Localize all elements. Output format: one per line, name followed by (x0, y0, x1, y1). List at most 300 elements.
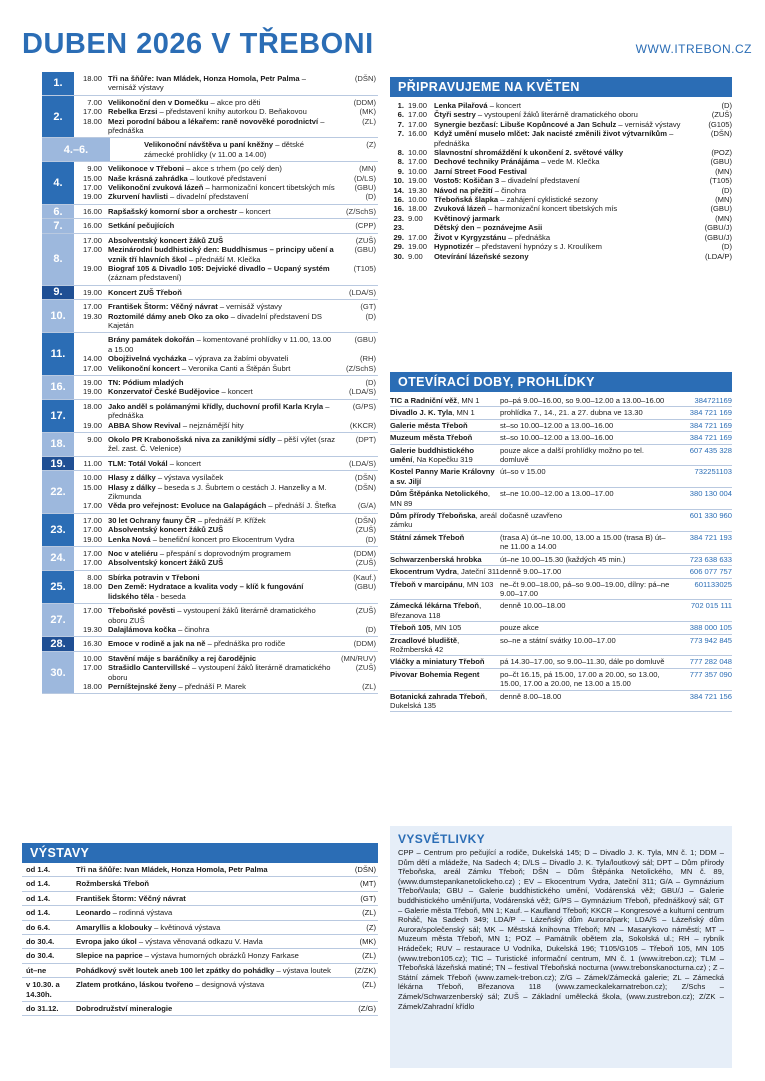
may-event-venue: (LDA/P) (704, 251, 732, 261)
event-text-desc: – dětské zámecké prohlídky (v 11.00 a 14.00) (144, 140, 304, 159)
event-text-title: Velikonoce v Třeboni (108, 164, 184, 174)
exhibition-text-title: Zlatem protkáno, láskou tvořeno (76, 980, 194, 990)
event-time: 18.00 (82, 116, 102, 126)
calendar-day (42, 234, 378, 286)
calendar-event (74, 236, 378, 245)
opening-place-title: Divadlo J. K. Tyla (390, 408, 453, 418)
website-link[interactable]: WWW.ITREBON.CZ (635, 42, 752, 56)
may-event-text (434, 214, 688, 223)
opening-place (390, 555, 500, 564)
may-event (390, 233, 732, 242)
opening-place-desc: , MN 89 (390, 489, 491, 508)
exhibitions-heading: VÝSTAVY (22, 843, 378, 863)
event-text-desc: – výstava vysílaček (155, 473, 224, 483)
may-event-venue: (POZ) (711, 148, 732, 158)
event-venue: (ZUŠ) (355, 525, 376, 535)
event-text (108, 312, 336, 331)
event-venue: (ZUŠ) (355, 606, 376, 616)
opening-hours: st–ne 10.00–12.00 a 13.00–17.00 (500, 489, 614, 499)
event-venue: (DŠN) (354, 515, 376, 525)
opening-hours: so–ne a státní svátky 10.00–17.00 (500, 635, 616, 645)
exhibition-venue: (ZL) (362, 908, 376, 918)
event-text-desc: – přednáška (108, 116, 325, 136)
calendar-event (74, 606, 378, 625)
may-event-text (434, 204, 688, 213)
event-venue: (ZUŠ) (355, 235, 376, 245)
event-venue: (RH) (359, 354, 376, 364)
opening-phone[interactable]: 384721169 (694, 396, 732, 405)
day-events (74, 637, 378, 650)
event-time: 19.00 (82, 263, 102, 273)
opening-phone[interactable]: 773 942 845 (689, 635, 732, 645)
opening-hours-list (390, 392, 732, 712)
exhibition-date: do 31.12. (26, 1004, 59, 1014)
event-text-title: ABBA Show Revival (108, 420, 181, 430)
may-event-venue: (GBU/J) (704, 223, 732, 233)
day-number: 17. (42, 400, 74, 432)
event-text-title: Stavění máje s baráčníky a rej čarodějnic (108, 653, 257, 663)
opening-place (390, 467, 500, 486)
event-time: 19.00 (82, 387, 102, 397)
event-venue: (GBU) (354, 245, 376, 255)
opening-phone[interactable]: 606 077 757 (689, 567, 732, 577)
may-event-text (434, 195, 688, 204)
event-venue: (G/A) (357, 501, 376, 511)
event-text (108, 663, 336, 682)
calendar-event (74, 549, 378, 558)
event-text-title: Emoce v rodině a jak na ně (108, 639, 206, 649)
day-number: 6. (42, 205, 74, 218)
may-event-venue: (MN) (715, 166, 732, 176)
event-text-title: Mezi porodní bábou a lékařem: raně novověké porodnictví (108, 116, 319, 126)
event-text-title: Sbírka potravin v Třeboni (108, 572, 200, 582)
opening-item (390, 579, 732, 601)
opening-place (390, 601, 500, 620)
exhibition-venue: (GT) (360, 893, 376, 903)
opening-item (390, 395, 732, 407)
day-events (74, 457, 378, 470)
exhibition-text (66, 894, 334, 903)
day-events (74, 514, 378, 546)
opening-hours: pá 14.30–17.00, so 9.00–11.30, dále po domluvě (500, 657, 665, 667)
may-event-text-title: Jarní Street Food Festival (434, 166, 527, 176)
calendar-event (74, 682, 378, 691)
opening-hours: ne–čt 9.00–18.00, pá–so 9.00–19.00, dílny: pá–ne 9.00–17.00 (500, 579, 670, 598)
event-time: 17.00 (82, 245, 102, 255)
day-events (74, 376, 378, 399)
event-time: 19.00 (82, 420, 102, 430)
calendar-event (74, 174, 378, 183)
event-text-title: Rapšašský komorní sbor a orchestr (108, 206, 238, 216)
event-time: 18.00 (82, 582, 102, 592)
event-venue: (CPP) (355, 221, 376, 231)
calendar-day (42, 457, 378, 471)
event-text-desc: – přednáší P. Marek (176, 681, 246, 691)
event-time: 8.00 (87, 572, 102, 582)
event-time: 10.00 (82, 653, 102, 663)
event-text (108, 264, 336, 283)
calendar-day (42, 514, 378, 547)
event-text-title: 30 let Ochrany fauny ČR (108, 515, 196, 525)
event-venue: (LDA/S) (348, 458, 376, 468)
exhibition-text-desc: – výstava věnovaná odkazu V. Havla (136, 937, 263, 947)
opening-phone[interactable]: 384 721 169 (689, 420, 732, 430)
opening-place-title: Třeboň v marcipánu (390, 579, 463, 589)
opening-place-desc: , MN 1 (457, 396, 480, 405)
calendar-event (74, 501, 378, 510)
opening-place (390, 692, 500, 711)
event-venue: (LDA/S) (348, 287, 376, 297)
exhibition-text-desc: – výstava humorných obrázků Honzy Farkase (142, 951, 299, 961)
event-time: 16.30 (82, 639, 102, 649)
exhibition-text (66, 865, 334, 874)
event-text-title: Obojživelná vycházka (108, 354, 187, 364)
opening-item (390, 691, 732, 713)
opening-place-title: Zámecká lékárna Třeboň (390, 601, 480, 611)
calendar-day (42, 300, 378, 333)
opening-phone[interactable]: 380 130 004 (689, 489, 732, 499)
event-venue: (GBU) (354, 183, 376, 193)
calendar-day (42, 333, 378, 376)
event-time: 14.00 (82, 354, 102, 364)
event-text (108, 164, 336, 173)
event-time: 15.00 (82, 482, 102, 492)
opening-hours: pouze akce (500, 623, 539, 633)
opening-place (390, 567, 500, 576)
event-text (108, 207, 336, 216)
opening-phone[interactable]: 601133025 (694, 579, 732, 589)
opening-item (390, 445, 732, 467)
event-text-title: Rebelka Erzsi (108, 107, 158, 117)
may-event-day: 30. (393, 251, 404, 261)
may-event-text-desc: – činohra (492, 185, 527, 195)
calendar-event (74, 183, 378, 192)
day-events (74, 547, 378, 570)
event-time: 11.00 (83, 458, 102, 468)
exhibition-venue: (ZL) (362, 951, 376, 961)
event-text-title: Absolventský koncert žáků ZUŠ (108, 558, 224, 568)
may-event-text-title: Synergie bezčasí: Libuše Kopůncové a Jan Schulz (434, 119, 617, 129)
event-text-desc: – pěší výlet (sraz žel. zast. Č. Velenice) (108, 435, 336, 454)
day-number: 9. (42, 286, 74, 299)
day-number: 16. (42, 376, 74, 399)
opening-phone[interactable]: 384 721 169 (689, 433, 732, 443)
event-text-desc: – přednáška pro rodiče (205, 639, 286, 649)
may-event-text-desc: – vernisáž výstavy (616, 119, 681, 129)
calendar-day (42, 547, 378, 571)
exhibition-date: od 1.4. (26, 865, 51, 874)
exhibition-item (22, 1002, 378, 1016)
event-venue: (Kauf.) (353, 572, 376, 582)
opening-place (390, 511, 500, 530)
exhibition-item (22, 906, 378, 920)
event-text-title: Hlasy z dálky (108, 482, 156, 492)
may-event-text (434, 252, 688, 261)
may-event (390, 110, 732, 119)
calendar-event (74, 483, 378, 502)
calendar-event (74, 402, 378, 421)
event-time: 10.00 (82, 473, 102, 483)
exhibition-text-desc: – designová výstava (193, 980, 265, 990)
may-event-text-desc: – divadelní představení (499, 176, 580, 186)
day-number: 4.–6. (42, 138, 110, 161)
opening-item (390, 635, 732, 657)
event-text-desc: – vystoupení žáků literárně dramatického oboru ZUŠ (108, 606, 316, 625)
opening-phone[interactable]: 723 638 633 (689, 554, 732, 564)
exhibition-venue: (Z/G) (358, 1004, 376, 1014)
event-text (108, 549, 336, 558)
may-event-time: 19.00 (408, 101, 428, 110)
may-event-text (434, 186, 688, 195)
event-text-desc: – činohra (175, 624, 210, 634)
event-text-title: Koncert ZUŠ Třeboň (108, 287, 182, 297)
event-venue: (DŠN) (354, 473, 376, 483)
event-text-title: František Štorm: Věčný návrat (108, 302, 218, 312)
opening-item (390, 622, 732, 634)
event-text (108, 421, 336, 430)
event-text-title: Strašidlo Cantervillské (108, 663, 190, 673)
may-event-venue: (MN) (715, 195, 732, 205)
opening-place-desc: , Březanova 118 (390, 601, 482, 620)
may-event-text (434, 129, 688, 148)
opening-phone[interactable]: 777 357 090 (689, 669, 732, 679)
day-number: 18. (42, 433, 74, 456)
event-text (108, 387, 336, 396)
calendar-event (74, 207, 378, 216)
exhibition-date: v 10.30. a 14.30h. (26, 980, 60, 999)
event-text-title: Okolo PR Krabonošská niva za zaniklými sídly (108, 435, 276, 444)
event-time: 17.00 (82, 525, 102, 535)
event-text-desc: – představení knihy autorkou D. Beňakovou (157, 107, 307, 117)
legend-section (390, 826, 732, 1068)
exhibition-text (66, 879, 334, 888)
may-event-text (434, 157, 688, 166)
may-event-day: 8. (397, 148, 404, 158)
event-text-title: Zkurvení havlisti (108, 192, 168, 202)
opening-hours-heading: OTEVÍRACÍ DOBY, PROHLÍDKY (390, 372, 732, 392)
exhibition-item (22, 863, 378, 877)
event-text-title: Hlasy z dálky (108, 473, 156, 483)
event-text-desc: – přednáší J. Štefka (266, 501, 336, 511)
event-time: 19.00 (82, 534, 102, 544)
may-event-time (408, 223, 434, 232)
opening-phone[interactable]: 702 015 111 (690, 601, 732, 611)
may-event-time: 19.00 (408, 242, 428, 252)
opening-place-title: Kostel Panny Marie Královny a sv. Jiljí (390, 467, 495, 486)
opening-hours: po–pá 9.00–16.00, so 9.00–12.00 a 13.00–16.00 (500, 396, 665, 405)
may-event-text-title: Zvuková lázeň (434, 204, 486, 214)
opening-phone[interactable]: 384 721 156 (689, 691, 732, 701)
event-venue: (T105) (353, 263, 376, 273)
event-time (110, 140, 144, 159)
day-number: 22. (42, 471, 74, 513)
calendar-event (74, 312, 378, 331)
event-time: 16.00 (82, 221, 102, 231)
day-events (74, 433, 378, 456)
calendar-event (74, 164, 378, 173)
event-text (108, 459, 336, 468)
day-events (74, 72, 378, 95)
may-event-day: 9. (397, 166, 404, 176)
may-event-venue: (GBU) (710, 157, 732, 167)
event-text-desc: (záznam představení) (108, 273, 182, 283)
may-event-text-title: Lenka Pilařová (434, 101, 488, 110)
calendar-event (74, 435, 378, 454)
exhibition-text-title: Slepice na paprice (76, 951, 143, 961)
may-event-time: 10.00 (408, 195, 428, 205)
opening-phone[interactable]: 384 721 169 (689, 408, 732, 418)
opening-place-desc: , MN 103 (462, 579, 494, 589)
event-time: 15.00 (82, 173, 102, 183)
opening-place (390, 489, 500, 508)
may-event-venue: (D) (721, 185, 732, 195)
opening-phone[interactable]: 777 282 048 (689, 657, 732, 667)
opening-hours: út–so v 15.00 (500, 467, 546, 477)
event-text-desc: – vystoupení žáků literárně dramatického oboru (108, 663, 331, 682)
exhibition-text-desc: – rodinná výstava (110, 908, 173, 918)
event-text-title: TLM: Totál Vokál (108, 458, 168, 468)
calendar-event (110, 140, 378, 159)
event-time: 19.30 (82, 624, 102, 634)
opening-phone[interactable]: 601 330 960 (689, 511, 732, 521)
may-event (390, 242, 732, 251)
opening-item (390, 466, 732, 488)
opening-phone[interactable]: 388 000 105 (689, 623, 732, 633)
day-events (74, 300, 378, 332)
day-events (74, 205, 378, 218)
may-event-text-title: Návod na přežití (434, 185, 493, 195)
event-text-title: Mezinárodní buddhistický den: Buddhismus – principy učení a vznik tří hlavních škol (108, 245, 334, 264)
calendar-event (74, 582, 378, 601)
event-venue: (Z/SchS) (346, 206, 376, 216)
opening-place-title: Zrcadlové bludiště (390, 635, 458, 645)
event-text-desc: – koncert (167, 458, 201, 468)
may-event-day: 6. (397, 110, 404, 120)
opening-item (390, 532, 732, 554)
event-text-desc: – výprava za žabími obyvateli (186, 354, 289, 364)
event-text (108, 402, 336, 421)
event-text-desc: – akce s trhem (po celý den) (183, 164, 282, 174)
opening-hours: dočasně uzavřeno (500, 511, 563, 521)
exhibition-text-title: Rožmberská Třeboň (76, 879, 150, 889)
calendar-event (74, 378, 378, 387)
calendar-event (74, 516, 378, 525)
exhibitions-section (22, 843, 378, 1016)
exhibition-venue: (DŠN) (354, 865, 376, 874)
may-event-text-desc: – přednáška (506, 232, 551, 242)
exhibition-text-desc: – květinová výstava (151, 922, 221, 932)
calendar-day (42, 471, 378, 514)
may-event-venue: (D) (721, 101, 732, 110)
opening-phone[interactable]: 607 435 328 (689, 445, 732, 455)
opening-phone[interactable]: 384 721 193 (689, 532, 732, 542)
event-text (108, 117, 336, 136)
calendar-event (74, 74, 378, 93)
day-number: 23. (42, 514, 74, 546)
day-number: 25. (42, 571, 74, 603)
may-event-day: 23. (393, 223, 404, 233)
may-event-text-title: Květinový jarmark (434, 213, 500, 223)
opening-place-title: Pivovar Bohemia Regent (390, 669, 480, 679)
event-text (108, 525, 336, 534)
event-text (108, 236, 336, 245)
may-event-text (434, 242, 688, 251)
opening-place-title: Schwarzenberská hrobka (390, 554, 482, 564)
event-time: 17.00 (82, 663, 102, 673)
exhibition-venue: (MK) (359, 937, 376, 947)
opening-place-title: Muzeum města Třeboň (390, 433, 473, 443)
opening-place-title: Ekocentrum Vydra (390, 567, 457, 577)
may-event-text-title: Když umění muselo mlčet: Jak nacisté změnili život výtvarníkům (434, 129, 667, 139)
day-number: 2. (42, 96, 74, 138)
may-event-venue: (GBU) (710, 204, 732, 214)
opening-place (390, 657, 500, 666)
exhibition-date: od 1.4. (26, 879, 51, 889)
event-text (108, 582, 336, 601)
opening-place-title: TIC a Radniční věž (390, 396, 458, 405)
opening-phone[interactable]: 732251103 (694, 467, 732, 477)
may-event-text-desc: – zahájení cyklistické sezony (498, 195, 598, 205)
event-time: 17.00 (82, 515, 102, 525)
calendar-day (42, 400, 378, 433)
may-event-day: 29. (393, 232, 404, 242)
exhibition-text-title: Leonardo (76, 908, 111, 918)
opening-place (390, 623, 500, 632)
opening-place (390, 670, 500, 689)
legend-text: CPP – Centrum pro pečující a rodiče, Dukelská 145; D – Divadlo J. K. Tyla, MN č. 1; DDM – Dům dětí a mládeže, Na Sadech 4; D/LS – Divadlo J. K. Tyla/loutkový sál; DPT – Dům přírody Třeboňska, areál Zámku Třeboň; DŠN – Dům Štěpánka Netolického, MN č. 89, (www.dumstepankanetolickeho.cz) ; EV – Ekocentrum Vydra, Jateční 311; G/A – Gymnázium Třeboň/aula; GBU – Galerie buddhistického umění, Vodárenská věž; GBU/J – Galerie buddhistického umění/jurta, Vodárenská věž; G/PS – Gymnázium Třeboň, přednáškový sál; GT – Galerie města Třeboň, MN 1; Kauf. – Kaufland Třeboň; KKCR – Kongresové a kulturní centrum Roháč, Na Sadech 349; LDA/P – Lázeňský dům Aurora/park; LDA/S – Lázeňský dům Aurora/společenský sál; MK – Městská knihovna Třeboň; MN – Masarykovo náměstí; MT – Muzeum města Třeboň, MN 1; POZ – Památník obětem zla, Sokolská ul.; RH – rybník Hrádeček; RUV – restaurace U Vodníka, Dukelská 196; T105/G105 – Třeboň 105, MN 105 (www.trebon105.cz); TIC – Turistické informační centrum, MN č. 1 (www.itrebon.cz); TLM – Třeboňská lázeňská matiné; TN – festival Třeboňská nocturna (www.trebonskanocturna.cz) ; Z – Státní zámek Třeboň (www.zamek-trebon.cz); Z/G – Zámek/Zámecká galerie; ZL – Zámecká lékárna Třeboň, Březanova 118 (www.zameckalekarnatrebon.cz); Z/Schs – Zámek/Schwarzenberský sál; ZUŠ – Základní umělecká škola, (www.zustrebon.cz); Z/ZK – Zámek/Zahradní křídlo (398, 848, 724, 1011)
calendar-event (74, 364, 378, 373)
event-time: 18.00 (82, 681, 102, 691)
may-event-text (434, 176, 688, 185)
event-venue: (MN) (359, 164, 376, 174)
may-event-day: 29. (393, 242, 404, 252)
event-text (108, 535, 336, 544)
event-text-desc: – divadelní představení (167, 192, 249, 202)
opening-item (390, 407, 732, 419)
opening-item (390, 420, 732, 432)
event-text (108, 378, 336, 387)
may-event-text-title: Čtyři sestry (434, 110, 476, 120)
exhibition-text (66, 1004, 334, 1013)
event-time: 17.00 (82, 558, 102, 568)
opening-hours: po–čt 16.15, pá 15.00, 17.00 a 20.00, so 13.00, 15.00, 17.00 a 20.00, ne 13.00 a 15.00 (500, 669, 660, 689)
day-events (74, 234, 378, 285)
may-preview-list (390, 97, 732, 261)
event-text (108, 654, 336, 663)
day-events (110, 138, 378, 161)
event-time: 17.00 (82, 549, 102, 559)
may-event-time: 19.30 (408, 185, 428, 195)
day-events (74, 571, 378, 603)
opening-item (390, 488, 732, 510)
event-time: 18.00 (82, 74, 102, 83)
event-venue: (DDM) (353, 549, 376, 559)
exhibition-item (22, 935, 378, 949)
calendar-event (74, 107, 378, 116)
opening-place (390, 433, 500, 442)
calendar-day (42, 286, 378, 300)
exhibition-item (22, 949, 378, 963)
event-time: 9.00 (87, 435, 102, 444)
day-number: 19. (42, 457, 74, 470)
exhibition-text-title: František Štorm: Věčný návrat (76, 893, 186, 903)
exhibition-text (66, 908, 334, 917)
event-time: 17.00 (82, 107, 102, 117)
opening-place-title: Galerie města Třeboň (390, 420, 468, 430)
event-text-title: Brány památek dokořán (108, 335, 195, 345)
may-event-text-desc: – přednáška (434, 129, 674, 148)
exhibition-date: od 1.4. (26, 908, 51, 918)
